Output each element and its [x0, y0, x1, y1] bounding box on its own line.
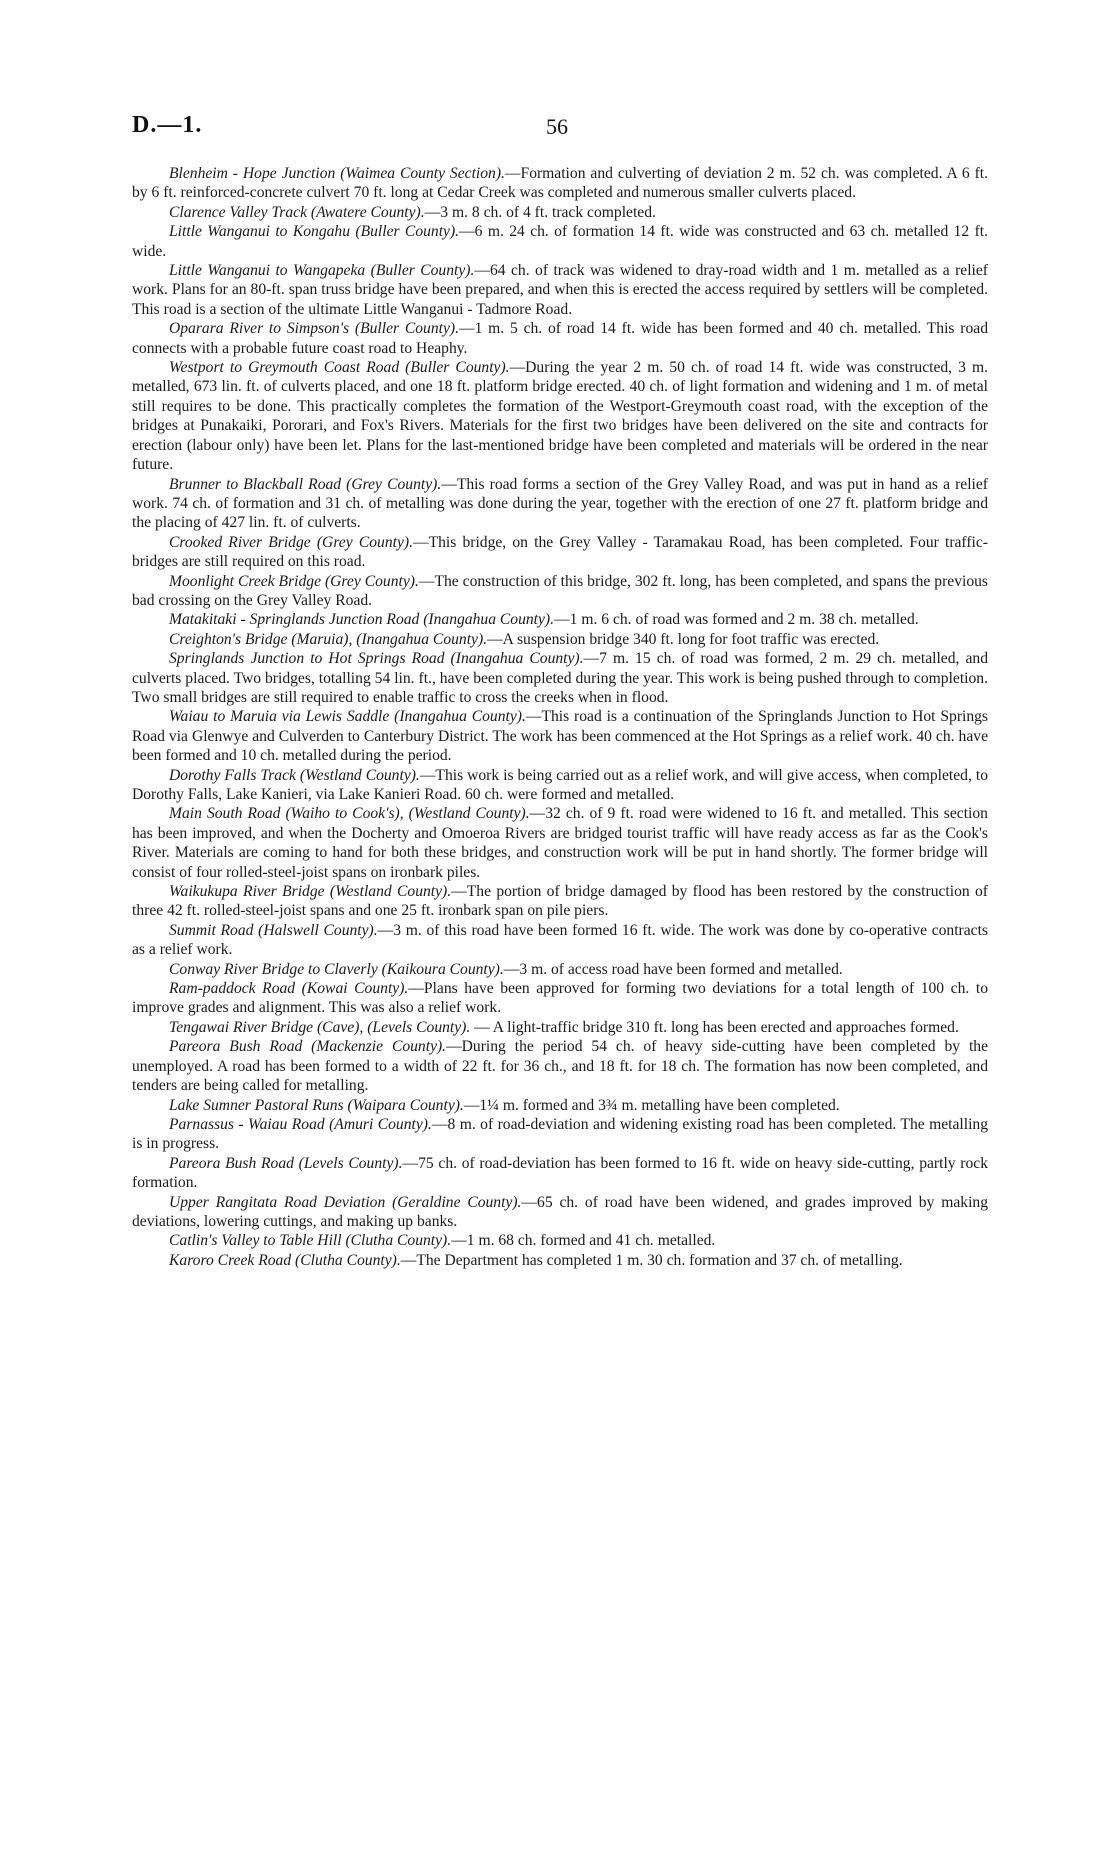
- paragraph-heading: Dorothy Falls Track (Westland County).: [169, 766, 420, 784]
- paragraph: [132, 1251, 988, 1270]
- paragraph-heading: Waiau to Maruia via Lewis Saddle (Inangahua County).: [169, 708, 526, 726]
- page-number: 56: [546, 114, 568, 139]
- paragraph-text: —65 ch. of road have been widened, and grades improved by making deviations, lowering cuttings, and making up banks.: [132, 1193, 988, 1230]
- paragraph-text: —1 m. 68 ch. formed and 41 ch. metalled.: [451, 1232, 716, 1250]
- paragraph-text: —3 m. of this road have been formed 16 ft. wide. The work was done by co-operative contracts as a relief work.: [132, 921, 988, 959]
- paragraph: [132, 358, 988, 474]
- paragraph: [132, 1154, 988, 1193]
- paragraph-text: —During the year 2 m. 50 ch. of road 14 ft. wide was constructed, 3 m. metalled, 673 lin. ft. of culverts placed, and one 18 ft. platform bridge erected. 40 ch. of light formation and widening and 1 m. of metal still requires to be done. This practically completes the formation of the Westport-Greymouth coast road, with the exception of the bridges at Punakaiki, Pororari, and Fox's Rivers. Materials for the first two bridges have been delivered on the site and contracts for erection (labour only) have been let. Plans for the last-mentioned bridge have been completed and materials will be ordered in the near future.: [132, 359, 989, 474]
- paragraph: [132, 649, 988, 707]
- paragraph: [132, 475, 988, 533]
- paragraph-heading: Matakitaki - Springlands Junction Road (Inangahua County).: [169, 611, 555, 629]
- paragraph-heading: Parnassus - Waiau Road (Amuri County).: [169, 1115, 432, 1133]
- paragraph: [132, 533, 988, 572]
- paragraph-heading: Creighton's Bridge (Maruia), (Inangahua County).: [169, 630, 488, 648]
- paragraph: [132, 707, 988, 765]
- paragraph-heading: Karoro Creek Road (Clutha County).: [169, 1251, 401, 1269]
- paragraph: [132, 630, 988, 649]
- paragraph-text: —3 m. 8 ch. of 4 ft. track completed.: [424, 203, 656, 221]
- paragraph-text: —7 m. 15 ch. of road was formed, 2 m. 29 ch. metalled, and culverts placed. Two bridges, totalling 54 lin. ft., have been completed during the year. This work is being pushed through to completion. Two small bridges are still required to enable traffic to cross the creeks when in flood.: [132, 650, 988, 706]
- paragraph-heading: Moonlight Creek Bridge (Grey County).: [169, 572, 419, 590]
- paragraph: [132, 203, 988, 222]
- paragraph-text: —This road forms a section of the Grey Valley Road, and was put in hand as a relief work. 74 ch. of formation and 31 ch. of metalling was done during the year, together with the erection of one 27 ft. platform bridge and the placing of 427 lin. ft. of culverts.: [132, 475, 988, 532]
- paragraph-text: —This bridge, on the Grey Valley - Taramakau Road, has been completed. Four traffic-bridges are still required on this road.: [132, 533, 988, 571]
- paragraph-heading: Upper Rangitata Road Deviation (Geraldine County).: [169, 1193, 522, 1211]
- paragraph-text: —1¼ m. formed and 3¾ m. metalling have been completed.: [463, 1096, 840, 1114]
- paragraph-text: —The construction of this bridge, 302 ft. long, has been completed, and spans the previous bad crossing on the Grey Valley Road.: [132, 572, 988, 609]
- paragraph-text: — A light-traffic bridge 310 ft. long has been erected and approaches formed.: [470, 1018, 959, 1036]
- paragraph: [132, 804, 988, 882]
- paragraph-heading: Clarence Valley Track (Awatere County).: [169, 203, 425, 221]
- paragraph: [132, 164, 988, 203]
- paragraph-text: —This road is a continuation of the Springlands Junction to Hot Springs Road via Glenwye and Culverden to Canterbury District. The work has been commenced at the Hot Springs as a relief work. 40 ch. have been formed and 10 ch. metalled during the period.: [132, 708, 989, 765]
- paragraph-text: —During the period 54 ch. of heavy side-cutting have been completed by the unemployed. A road has been formed to a width of 22 ft. for 36 ch., and 18 ft. for 18 ch. The formation has now been completed, and tenders are being called for metalling.: [132, 1038, 988, 1095]
- paragraph-heading: Brunner to Blackball Road (Grey County).: [169, 475, 442, 493]
- paragraph-heading: Tengawai River Bridge (Cave), (Levels County).: [169, 1018, 471, 1036]
- paragraph-heading: Springlands Junction to Hot Springs Road (Inangahua County).: [169, 650, 584, 668]
- paragraph-text: —Formation and culverting of deviation 2 m. 52 ch. was completed. A 6 ft. by 6 ft. reinforced-concrete culvert 70 ft. long at Cedar Creek was completed and numerous smaller culverts placed.: [132, 165, 988, 202]
- paragraph: [132, 222, 988, 261]
- paragraph-text: —64 ch. of track was widened to dray-road width and 1 m. metalled as a relief work. Plans for an 80-ft. span truss bridge have been prepared, and when this is erected the access required by settlers will be completed. This road is a section of the ultimate Little Wanganui - Tadmore Road.: [132, 262, 988, 318]
- paragraph-text: —32 ch. of 9 ft. road were widened to 16 ft. and metalled. This section has been improved, and when the Docherty and Omoeroa Rivers are bridged tourist traffic will have ready access as far as the Cook's River. Materials are coming to hand for both these bridges, and construction work will be put in hand shortly. The former bridge will consist of four rolled-steel-joist spans on ironbark piles.: [132, 805, 988, 881]
- paragraph: [132, 1096, 988, 1115]
- paragraph-text: —75 ch. of road-deviation has been formed to 16 ft. wide on heavy side-cutting, partly rock formation.: [132, 1154, 988, 1192]
- paragraph-text: —This work is being carried out as a relief work, and will give access, when completed, to Dorothy Falls, Lake Kanieri, via Lake Kanieri Road. 60 ch. were formed and metalled.: [132, 766, 988, 803]
- paragraph-heading: Crooked River Bridge (Grey County).: [169, 533, 413, 551]
- paragraph-heading: Little Wanganui to Wangapeka (Buller County).: [169, 262, 475, 280]
- paragraph: [132, 1115, 988, 1154]
- paragraph-heading: Little Wanganui to Kongahu (Buller County).: [169, 223, 460, 241]
- paragraph-text: —1 m. 6 ch. of road was formed and 2 m. 38 ch. metalled.: [554, 611, 919, 629]
- paragraph: [132, 766, 988, 805]
- paragraph-heading: Oparara River to Simpson's (Buller County).: [169, 320, 459, 338]
- paragraph-text: —1 m. 5 ch. of road 14 ft. wide has been formed and 40 ch. metalled. This road connects with a probable future coast road to Heaphy.: [132, 320, 988, 357]
- paragraph-heading: Waikukupa River Bridge (Westland County).: [169, 883, 452, 901]
- paragraph-heading: Westport to Greymouth Coast Road (Buller County).: [169, 359, 510, 377]
- paragraph: [132, 979, 988, 1018]
- paragraph: [132, 572, 988, 611]
- paragraph-heading: Ram-paddock Road (Kowai County).: [169, 980, 409, 998]
- paragraph: [132, 921, 988, 960]
- document-body: [132, 164, 988, 1270]
- paragraph-text: —A suspension bridge 340 ft. long for foot traffic was erected.: [487, 630, 880, 648]
- paragraph: [132, 1037, 988, 1095]
- paragraph-heading: Pareora Bush Road (Levels County).: [169, 1154, 403, 1172]
- paragraph: [132, 1018, 988, 1037]
- paragraph-heading: Conway River Bridge to Claverly (Kaikoura County).: [169, 960, 504, 978]
- paragraph-text: —Plans have been approved for forming two deviations for a total length of 100 ch. to improve grades and alignment. This was also a relief work.: [132, 980, 988, 1017]
- paragraph-text: —The portion of bridge damaged by flood has been restored by the construction of three 42 ft. rolled-steel-joist spans and one 25 ft. ironbark span on pile piers.: [132, 883, 989, 920]
- paragraph-text: —6 m. 24 ch. of formation 14 ft. wide was constructed and 63 ch. metalled 12 ft. wide.: [132, 223, 988, 260]
- paragraph: [132, 1193, 988, 1232]
- paragraph: [132, 882, 988, 921]
- paragraph-heading: Lake Sumner Pastoral Runs (Waipara County).: [169, 1096, 464, 1114]
- paragraph-text: —The Department has completed 1 m. 30 ch. formation and 37 ch. of metalling.: [400, 1251, 903, 1269]
- paragraph-heading: Blenheim - Hope Junction (Waimea County Section).: [169, 165, 505, 182]
- paragraph-heading: Main South Road (Waiho to Cook's), (Westland County).: [169, 805, 530, 823]
- paragraph-text: —3 m. of access road have been formed and metalled.: [503, 960, 843, 978]
- paragraph: [132, 261, 988, 319]
- paragraph: [132, 319, 988, 358]
- paragraph-heading: Pareora Bush Road (Mackenzie County).: [169, 1038, 447, 1056]
- paragraph-heading: Catlin's Valley to Table Hill (Clutha County).: [169, 1232, 452, 1250]
- paragraph: [132, 960, 988, 979]
- paragraph-heading: Summit Road (Halswell County).: [169, 921, 378, 939]
- document-series-label: D.—1.: [132, 112, 203, 138]
- paragraph: [132, 610, 988, 629]
- paragraph-text: —8 m. of road-deviation and widening existing road has been completed. The metalling is in progress.: [132, 1115, 988, 1153]
- paragraph: [132, 1231, 988, 1250]
